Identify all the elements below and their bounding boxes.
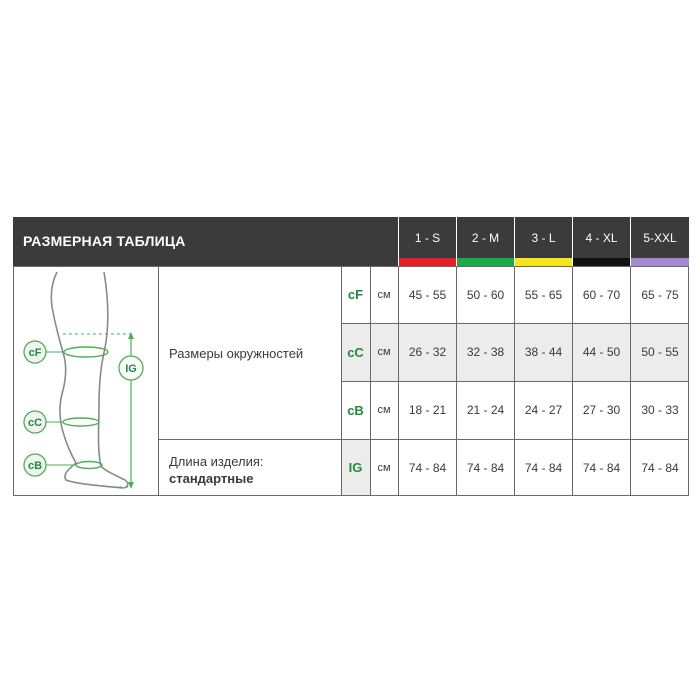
- circumference-label: Размеры окружностей: [169, 346, 304, 361]
- size-label: 3 - L: [531, 231, 556, 245]
- value-cell: 74 - 84: [466, 460, 505, 475]
- value-cell: 74 - 84: [582, 460, 621, 475]
- marker-cf: cF: [28, 347, 42, 359]
- value-cell: 44 - 50: [582, 345, 621, 359]
- value-cell: 45 - 55: [408, 287, 447, 302]
- value-cell: 27 - 30: [582, 403, 621, 417]
- size-label: 4 - XL: [585, 231, 618, 245]
- value-cell: 38 - 44: [524, 345, 563, 359]
- size-label: 2 - M: [471, 231, 500, 245]
- size-color-bar: [631, 258, 689, 266]
- size-color-bar: [457, 258, 514, 266]
- value-cell: 21 - 24: [466, 403, 505, 417]
- row-code-ig: IG: [348, 460, 363, 475]
- size-color-bar: [399, 258, 456, 266]
- size-column-m: [457, 217, 514, 266]
- marker-cb: cB: [27, 460, 43, 472]
- marker-ig: IG: [125, 363, 137, 375]
- value-cell: 26 - 32: [408, 345, 447, 359]
- value-cell: 30 - 33: [641, 403, 679, 417]
- value-cell: 60 - 70: [582, 287, 621, 302]
- divider: [572, 217, 573, 266]
- value-cell: 74 - 84: [408, 460, 447, 475]
- size-column-xxl: [631, 217, 689, 266]
- size-column-s: [399, 217, 456, 266]
- size-color-bar: [573, 258, 630, 266]
- value-cell: 50 - 55: [641, 345, 679, 359]
- row-code-cb: cB: [347, 402, 364, 418]
- unit-cell: см: [377, 461, 391, 474]
- size-column-xl: [573, 217, 630, 266]
- value-cell: 50 - 60: [466, 287, 505, 302]
- divider: [630, 217, 631, 266]
- value-cell: 18 - 21: [408, 403, 447, 417]
- divider: [398, 217, 399, 266]
- size-label: 5-XXL: [643, 231, 677, 245]
- size-column-l: [515, 217, 572, 266]
- value-cell: 74 - 84: [641, 460, 679, 475]
- table-title: РАЗМЕРНАЯ ТАБЛИЦА: [23, 233, 186, 249]
- value-cell: 55 - 65: [524, 287, 563, 302]
- divider: [158, 266, 159, 496]
- unit-cell: см: [377, 404, 391, 416]
- row-code-cc: cC: [347, 344, 364, 360]
- value-cell: 74 - 84: [524, 460, 563, 475]
- size-table: [13, 217, 689, 496]
- leg-diagram: [13, 266, 158, 496]
- row-code-cf: cF: [347, 287, 364, 302]
- divider: [456, 217, 457, 266]
- value-cell: 24 - 27: [524, 403, 563, 417]
- value-cell: 65 - 75: [641, 287, 679, 302]
- unit-cell: см: [377, 346, 391, 358]
- size-color-bar: [515, 258, 572, 266]
- size-label: 1 - S: [414, 231, 441, 245]
- leg-outline: [51, 272, 127, 488]
- value-cell: 32 - 38: [466, 345, 505, 359]
- length-sublabel: стандартные: [169, 471, 254, 486]
- length-label: Длина изделия:: [169, 454, 264, 469]
- unit-cell: см: [377, 288, 391, 301]
- marker-cc: cC: [27, 417, 43, 429]
- divider: [514, 217, 515, 266]
